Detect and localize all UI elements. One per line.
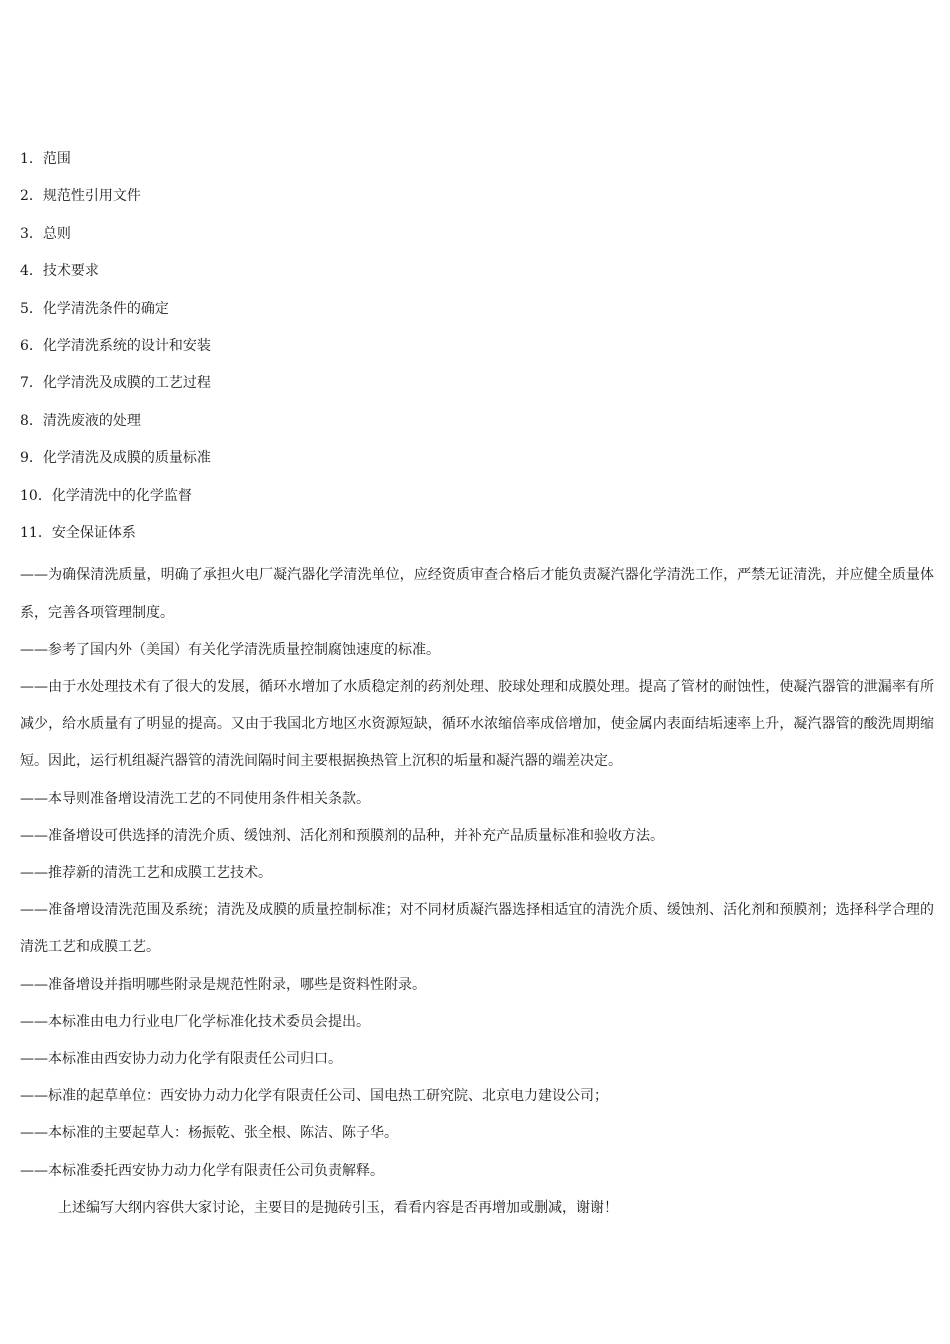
note-paragraph: ——准备增设清洗范围及系统；清洗及成膜的质量控制标准；对不同材质凝汽器选择相适宜的清洗介质、缓蚀剂、活化剂和预膜剂；选择科学合理的清洗工艺和成膜工艺。 bbox=[20, 902, 934, 956]
outline-item: 3．总则 bbox=[20, 225, 71, 242]
note-paragraph: ——准备增设并指明哪些附录是规范性附录，哪些是资料性附录。 bbox=[20, 976, 426, 993]
document-content bbox=[20, 146, 934, 1227]
outline-item: 1．范围 bbox=[20, 151, 71, 167]
note-paragraph: ——本标准由西安协力动力化学有限责任公司归口。 bbox=[20, 1050, 342, 1067]
note-paragraph: ——本导则准备增设清洗工艺的不同使用条件相关条款。 bbox=[20, 790, 370, 807]
outline-item: 5．化学清洗条件的确定 bbox=[20, 300, 169, 317]
closing-remark: 上述编写大纲内容供大家讨论，主要目的是抛砖引玉，看看内容是否再增加或删减，谢谢！ bbox=[58, 1199, 618, 1216]
note-paragraph: ——推荐新的清洗工艺和成膜工艺技术。 bbox=[20, 864, 272, 881]
note-paragraph: ——参考了国内外（美国）有关化学清洗质量控制腐蚀速度的标准。 bbox=[20, 641, 440, 658]
outline-item: 6．化学清洗系统的设计和安装 bbox=[20, 337, 211, 354]
note-paragraph: ——为确保清洗质量，明确了承担火电厂凝汽器化学清洗单位，应经资质审查合格后才能负责凝汽器化学清洗工作，严禁无证清洗，并应健全质量体系，完善各项管理制度。 bbox=[20, 567, 934, 621]
outline-item: 9．化学清洗及成膜的质量标准 bbox=[20, 450, 211, 467]
note-paragraph: ——准备增设可供选择的清洗介质、缓蚀剂、活化剂和预膜剂的品种，并补充产品质量标准和验收方法。 bbox=[20, 827, 664, 844]
outline-item: 8．清洗废液的处理 bbox=[20, 412, 141, 429]
outline-item: 7．化学清洗及成膜的工艺过程 bbox=[20, 375, 211, 392]
notes-section bbox=[20, 557, 934, 1189]
outline-item: 10．化学清洗中的化学监督 bbox=[20, 487, 192, 504]
note-paragraph: ——本标准的主要起草人：杨振乾、张全根、陈洁、陈子华。 bbox=[20, 1125, 398, 1142]
note-paragraph: ——标准的起草单位：西安协力动力化学有限责任公司、国电热工研究院、北京电力建设公司； bbox=[20, 1088, 608, 1105]
outline-list bbox=[20, 146, 934, 557]
note-paragraph: ——本标准委托西安协力动力化学有限责任公司负责解释。 bbox=[20, 1162, 384, 1179]
note-paragraph: ——本标准由电力行业电厂化学标准化技术委员会提出。 bbox=[20, 1013, 370, 1030]
outline-item: 2．规范性引用文件 bbox=[20, 188, 141, 205]
outline-item: 11．安全保证体系 bbox=[20, 524, 136, 541]
outline-item: 4．技术要求 bbox=[20, 263, 99, 280]
note-paragraph: ——由于水处理技术有了很大的发展，循环水增加了水质稳定剂的药剂处理、胶球处理和成膜处理。提高了管材的耐蚀性，使凝汽器管的泄漏率有所减少，给水质量有了明显的提高。又由于我国北方地区水资源短缺，循环水浓缩倍率成倍增加，使金属内表面结垢速率上升，凝汽器管的酸洗周期缩短。因此，运行机组凝汽器管的清洗间隔时间主要根据换热管上沉积的垢量和凝汽器的端差决定。 bbox=[20, 678, 934, 770]
